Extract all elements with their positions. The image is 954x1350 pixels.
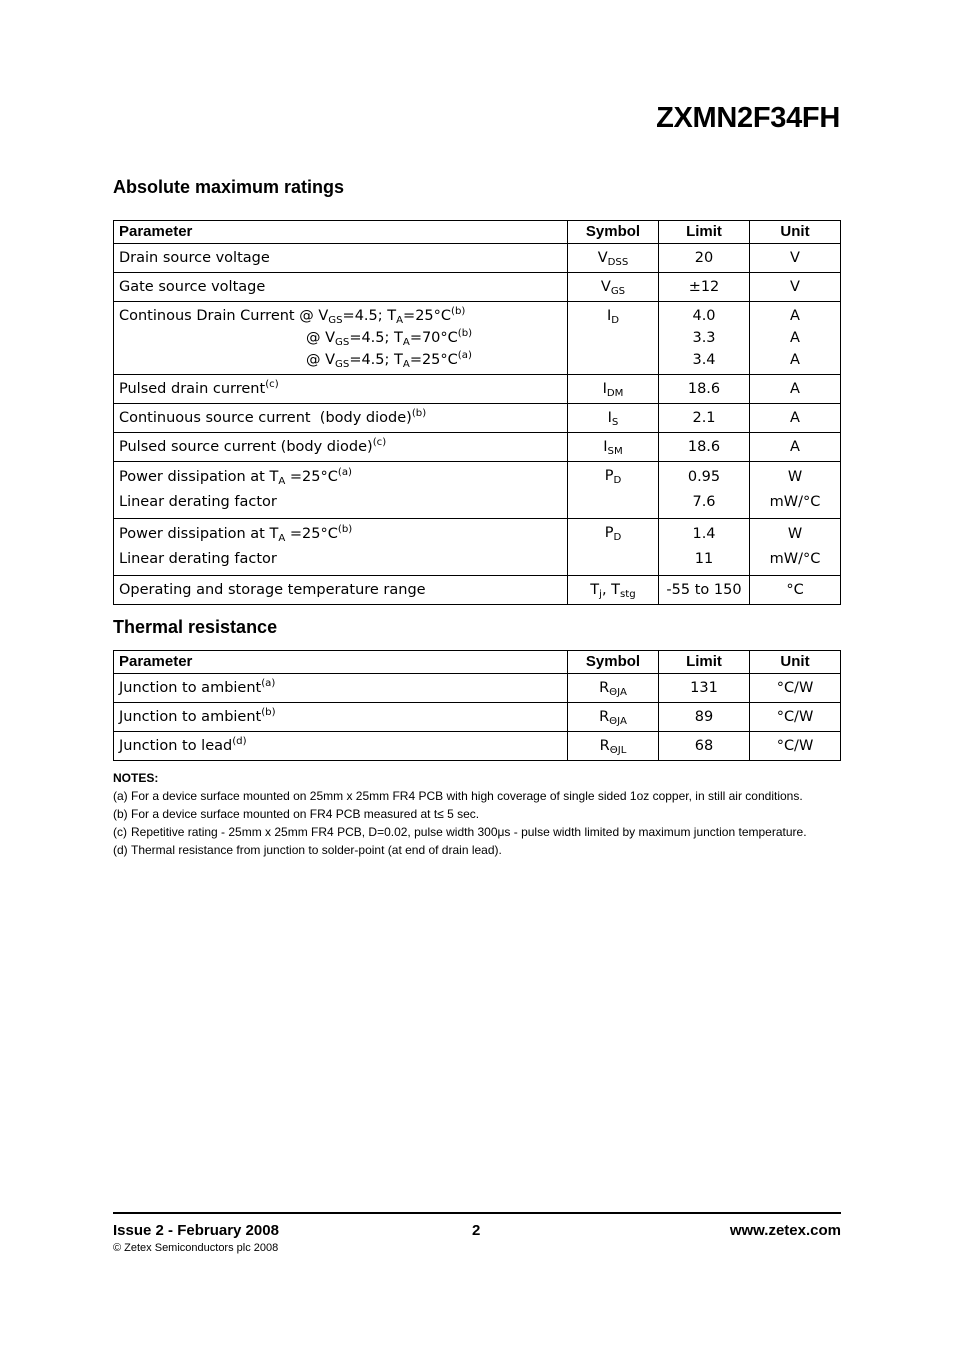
col-limit: Limit [659, 221, 750, 244]
unit-cell: A [750, 433, 841, 462]
symbol-cell: $I_{DM}$ [568, 375, 659, 404]
col-symbol: Symbol [568, 221, 659, 244]
table-row [114, 576, 841, 605]
symbol-cell: $I_S$ [568, 404, 659, 433]
unit-cell: °C/W [750, 703, 841, 732]
param-cell: Operating and storage temperature range [114, 576, 568, 605]
limit-cell: -55 to 150 [659, 576, 750, 605]
limit-cell: 2.1 [659, 404, 750, 433]
symbol-cell: $R_{\Theta JL}$ [568, 732, 659, 761]
symbol-cell: $V_{DSS}$ [568, 244, 659, 273]
note-item: (d) Thermal resistance from junction to solder-point (at end of drain lead). [113, 843, 502, 857]
table-header-row [114, 221, 841, 244]
col-parameter: Parameter [114, 651, 568, 674]
param-cell: Continous Drain Current @ $V_{GS}=4.5$; $T_A=25^\circ C^{(b)}$ @ $V_{GS}=4.5$; $T_A=70^\circ C^{(b)}$ @ $V_{GS}=4.5$; $T_A=25^\circ C^{(a)}$ [114, 302, 568, 375]
table-row [114, 433, 841, 462]
page-number: 2 [472, 1222, 481, 1239]
param-cell: Pulsed source current (body diode)$^{(c)}$ [114, 433, 568, 462]
note-item: (a) For a device surface mounted on 25mm x 25mm FR4 PCB with high coverage of single sided 1oz copper, in still air conditions. [113, 789, 803, 803]
param-cell: Continuous source current (body diode)$^{(b)}$ [114, 404, 568, 433]
param-cell: Gate source voltage [114, 273, 568, 302]
unit-cell: W mW/°C [750, 519, 841, 576]
note-item: (c) Repetitive rating - 25mm x 25mm FR4 PCB, D=0.02, pulse width 300μs - pulse width limited by maximum junction temperature. [113, 825, 807, 839]
param-cell: Power dissipation at $T_A =25^\circ C^{(b)}$ Linear derating factor [114, 519, 568, 576]
notes-heading: NOTES: [113, 771, 159, 785]
col-parameter: Parameter [114, 221, 568, 244]
symbol-cell: $V_{GS}$ [568, 273, 659, 302]
limit-cell: 0.95 7.6 [659, 462, 750, 519]
table-row [114, 519, 841, 576]
absolute-maximum-ratings-table [113, 220, 841, 605]
limit-cell: 131 [659, 674, 750, 703]
footer-divider [113, 1212, 841, 1214]
param-cell: Junction to ambient$^{(b)}$ [114, 703, 568, 732]
symbol-cell: $R_{\Theta JA}$ [568, 674, 659, 703]
table-row [114, 674, 841, 703]
thermal-section-title: Thermal resistance [113, 617, 278, 637]
unit-cell: °C/W [750, 674, 841, 703]
symbol-cell: $I_{SM}$ [568, 433, 659, 462]
limit-cell: 1.4 11 [659, 519, 750, 576]
param-cell: Junction to lead$^{(d)}$ [114, 732, 568, 761]
table-row [114, 273, 841, 302]
unit-cell: V [750, 244, 841, 273]
param-cell: Drain source voltage [114, 244, 568, 273]
unit-cell: °C [750, 576, 841, 605]
symbol-cell: $R_{\Theta JA}$ [568, 703, 659, 732]
unit-cell: A [750, 404, 841, 433]
notes-section [113, 770, 841, 860]
limit-cell: 89 [659, 703, 750, 732]
footer-copyright: © Zetex Semiconductors plc 2008 [113, 1242, 279, 1254]
limit-cell: 4.0 3.3 3.4 [659, 302, 750, 375]
limit-cell: 18.6 [659, 375, 750, 404]
amr-section-title: Absolute maximum ratings [113, 177, 345, 197]
unit-cell: °C/W [750, 732, 841, 761]
table-row [114, 703, 841, 732]
param-cell: Junction to ambient$^{(a)}$ [114, 674, 568, 703]
limit-cell: 68 [659, 732, 750, 761]
table-row [114, 404, 841, 433]
col-symbol: Symbol [568, 651, 659, 674]
symbol-cell: $T_j$, $T_{stg}$ [568, 576, 659, 605]
part-number-title: ZXMN2F34FH [656, 102, 840, 134]
footer-website-link[interactable]: www.zetex.com [729, 1222, 841, 1239]
symbol-cell: $P_D$ [568, 462, 659, 519]
param-cell: Pulsed drain current$^{(c)}$ [114, 375, 568, 404]
table-row [114, 375, 841, 404]
unit-cell: V [750, 273, 841, 302]
table-row [114, 732, 841, 761]
table-row [114, 462, 841, 519]
param-cell: Power dissipation at $T_A =25^\circ C^{(a)}$ Linear derating factor [114, 462, 568, 519]
table-header-row [114, 651, 841, 674]
note-item: (b) For a device surface mounted on FR4 PCB measured at t≤ 5 sec. [113, 807, 480, 821]
symbol-cell: $P_D$ [568, 519, 659, 576]
thermal-resistance-table [113, 650, 841, 761]
table-row [114, 302, 841, 375]
limit-cell: 20 [659, 244, 750, 273]
col-limit: Limit [659, 651, 750, 674]
symbol-cell: $I_D$ [568, 302, 659, 375]
limit-cell: 18.6 [659, 433, 750, 462]
limit-cell: ±12 [659, 273, 750, 302]
col-unit: Unit [750, 651, 841, 674]
unit-cell: W mW/°C [750, 462, 841, 519]
col-unit: Unit [750, 221, 841, 244]
table-row [114, 244, 841, 273]
unit-cell: A [750, 375, 841, 404]
unit-cell: A A A [750, 302, 841, 375]
footer-issue: Issue 2 - February 2008 [113, 1222, 279, 1239]
